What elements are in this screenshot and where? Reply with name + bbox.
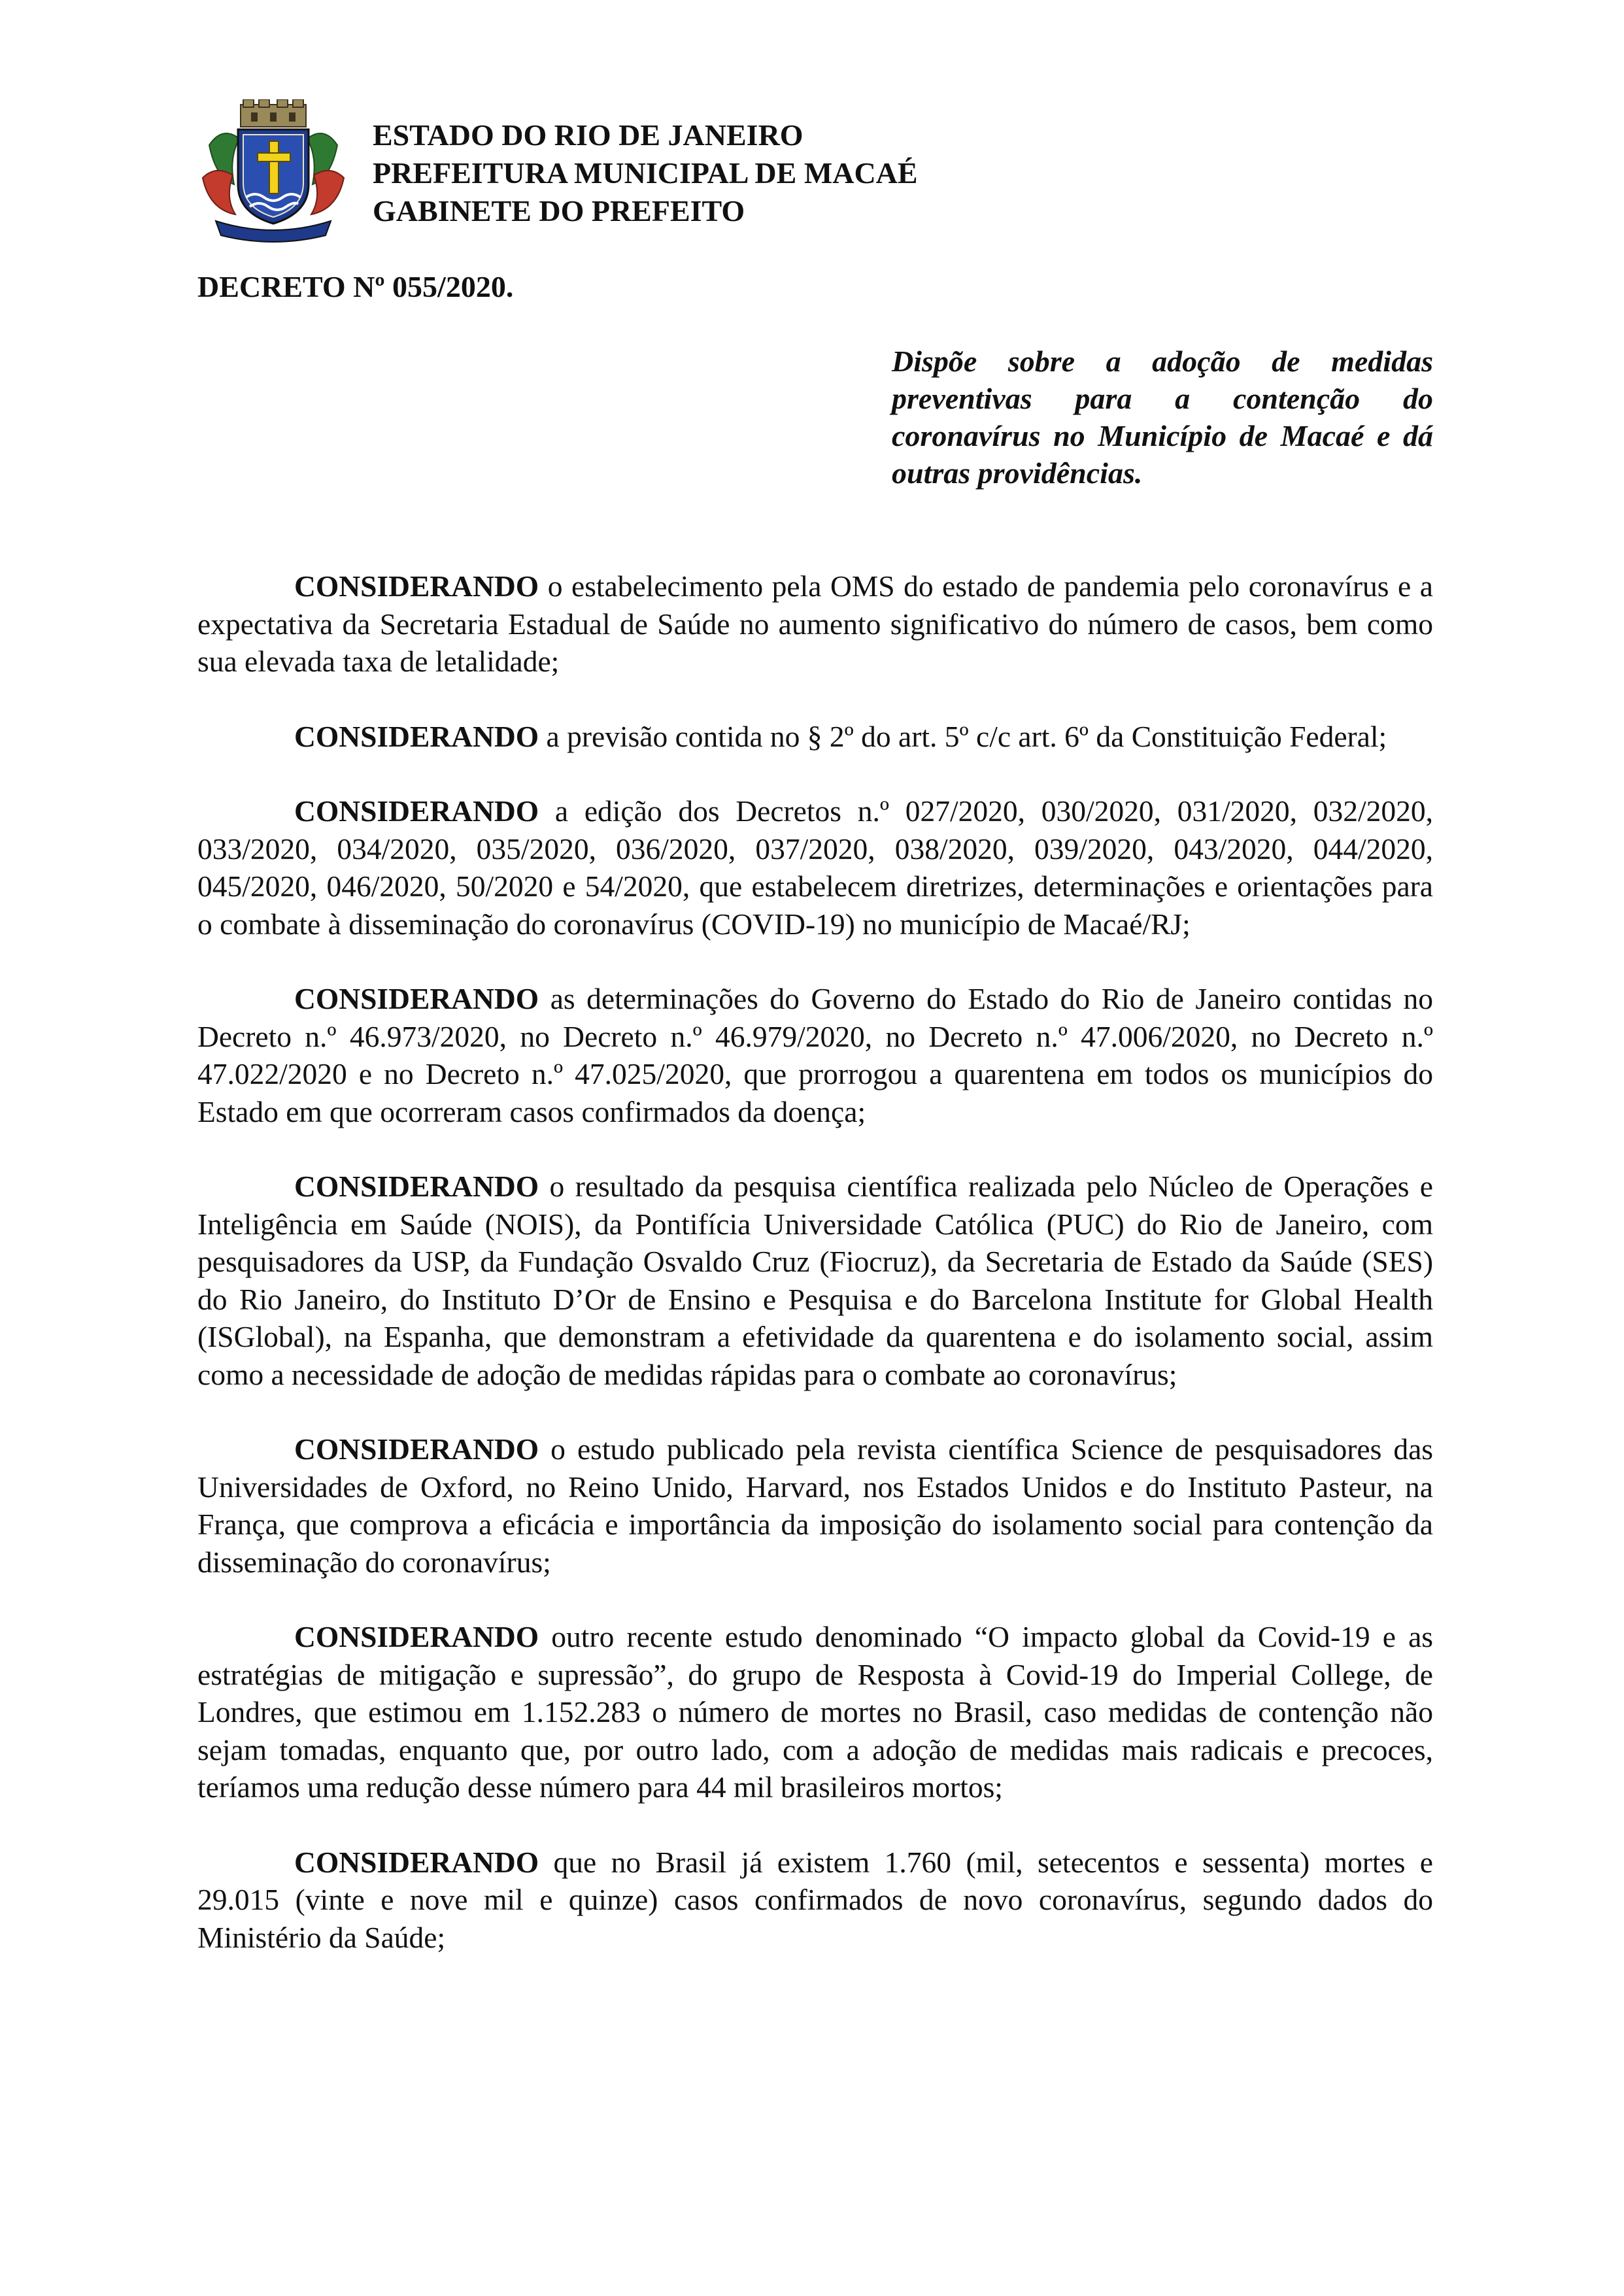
paragraph-lead: CONSIDERANDO (294, 1845, 539, 1879)
considerando-paragraph (197, 1430, 1433, 1581)
paragraph-lead: CONSIDERANDO (294, 569, 539, 603)
municipal-coat-of-arms-icon (196, 99, 350, 243)
decree-ementa: Dispõe sobre a adoção de medidas preventivas para a contenção do coronavírus no Município de Macaé e dá outras providências. (892, 345, 1433, 490)
decree-number: DECRETO Nº 055/2020. (197, 270, 514, 303)
considerando-paragraph (197, 1618, 1433, 1806)
paragraph-lead: CONSIDERANDO (294, 719, 539, 753)
paragraph-text: o estabelecimento pela OMS do estado de pandemia pelo coronavírus e a expectativa da Secretaria Estadual de Saúde no aumento significativo do número de casos, bem como sua elevada taxa de letalidade; (197, 569, 1433, 678)
institution-header (373, 116, 1157, 230)
paragraph-lead: CONSIDERANDO (294, 794, 539, 828)
paragraph-lead: CONSIDERANDO (294, 1432, 539, 1466)
paragraph-text: que no Brasil já existem 1.760 (mil, setecentos e sessenta) mortes e 29.015 (vinte e nove mil e quinze) casos confirmados de novo coronavírus, segundo dados do Ministério da Saúde; (197, 1845, 1433, 1954)
considerando-paragraph (197, 980, 1433, 1130)
paragraph-text: a previsão contida no § 2º do art. 5º c/c art. 6º da Constituição Federal; (539, 719, 1387, 753)
header-office: GABINETE DO PREFEITO (373, 194, 745, 228)
paragraph-text: as determinações do Governo do Estado do Rio de Janeiro contidas no Decreto n.º 46.973/2020, no Decreto n.º 46.979/2020, no Decreto n.º 47.006/2020, no Decreto n.º 47.022/2020 e no Decreto n.º 47.025/2020, que prorrogou a quarentena em todos os municípios do Estado em que ocorreram casos confirmados da doença; (197, 982, 1433, 1128)
paragraph-lead: CONSIDERANDO (294, 1620, 539, 1653)
header-state: ESTADO DO RIO DE JANEIRO (373, 118, 804, 152)
considerando-paragraph (197, 567, 1433, 681)
paragraph-text: o resultado da pesquisa científica realizada pelo Núcleo de Operações e Inteligência em Saúde (NOIS), da Pontifícia Universidade Católica (PUC) do Rio de Janeiro, com pesquisadores da USP, da Fundação Osvaldo Cruz (Fiocruz), da Secretaria de Estado da Saúde (SES) do Rio Janeiro, do Instituto D’Or de Ensino e Pesquisa e do Barcelona Institute for Global Health (ISGlobal), na Espanha, que demonstram a efetividade da quarentena e do isolamento social, assim como a necessidade de adoção de medidas rápidas para o combate ao coronavírus; (197, 1170, 1433, 1391)
paragraph-text: outro recente estudo denominado “O impacto global da Covid-19 e as estratégias de mitigação e supressão”, do grupo de Resposta à Covid-19 do Imperial College, de Londres, que estimou em 1.152.283 o número de mortes no Brasil, caso medidas de contenção não sejam tomadas, enquanto que, por outro lado, com a adoção de medidas mais radicais e precoces, teríamos uma redução desse número para 44 mil brasileiros mortos; (197, 1620, 1433, 1804)
decree-body (197, 567, 1433, 1993)
considerando-paragraph (197, 1844, 1433, 1957)
considerando-paragraph (197, 718, 1433, 756)
paragraph-text: o estudo publicado pela revista científica Science de pesquisadores das Universidades de Oxford, no Reino Unido, Harvard, nos Estados Unidos e do Instituto Pasteur, na França, que comprova a eficácia e importância da imposição do isolamento social para contenção da disseminação do coronavírus; (197, 1432, 1433, 1579)
considerando-paragraph (197, 792, 1433, 943)
paragraph-text: a edição dos Decretos n.º 027/2020, 030/2020, 031/2020, 032/2020, 033/2020, 034/2020, 035/2020, 036/2020, 037/2020, 038/2020, 039/2020, 043/2020, 044/2020, 045/2020, 046/2020, 50/2020 e 54/2020, que estabelecem diretrizes, determinações e orientações para o combate à disseminação do coronavírus (COVID-19) no município de Macaé/RJ; (197, 794, 1433, 941)
considerando-paragraph (197, 1168, 1433, 1393)
paragraph-lead: CONSIDERANDO (294, 982, 539, 1015)
header-municipality: PREFEITURA MUNICIPAL DE MACAÉ (373, 156, 918, 190)
paragraph-lead: CONSIDERANDO (294, 1170, 539, 1203)
